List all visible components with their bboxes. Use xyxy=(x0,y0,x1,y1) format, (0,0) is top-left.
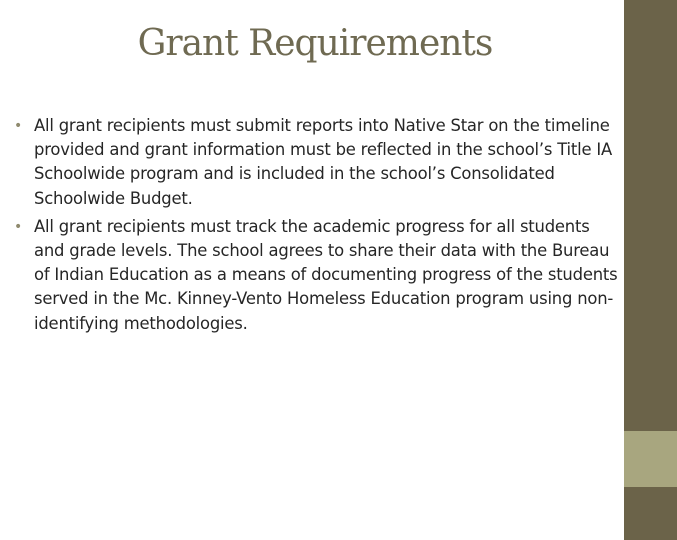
bullet-icon: • xyxy=(14,118,23,134)
decorative-sidebar-accent xyxy=(624,431,677,487)
slide-title: Grant Requirements xyxy=(137,23,493,64)
bullet-item xyxy=(14,215,624,336)
bullet-item xyxy=(14,114,624,211)
bullet-text: All grant recipients must track the academic progress for all students and grade levels. The school agrees to share their data with the Bureau of Indian Education as a means of documenting progress of the students served in the Mc. Kinney-Vento Homeless Education program using non-identifying methodologies. xyxy=(34,216,618,333)
bullet-list xyxy=(14,114,624,340)
bullet-text: All grant recipients must submit reports into Native Star on the timeline provided and grant information must be reflected in the school’s Title IA Schoolwide program and is included in the school’s Consolidated Schoolwide Budget. xyxy=(34,116,613,208)
bullet-icon: • xyxy=(14,218,23,235)
